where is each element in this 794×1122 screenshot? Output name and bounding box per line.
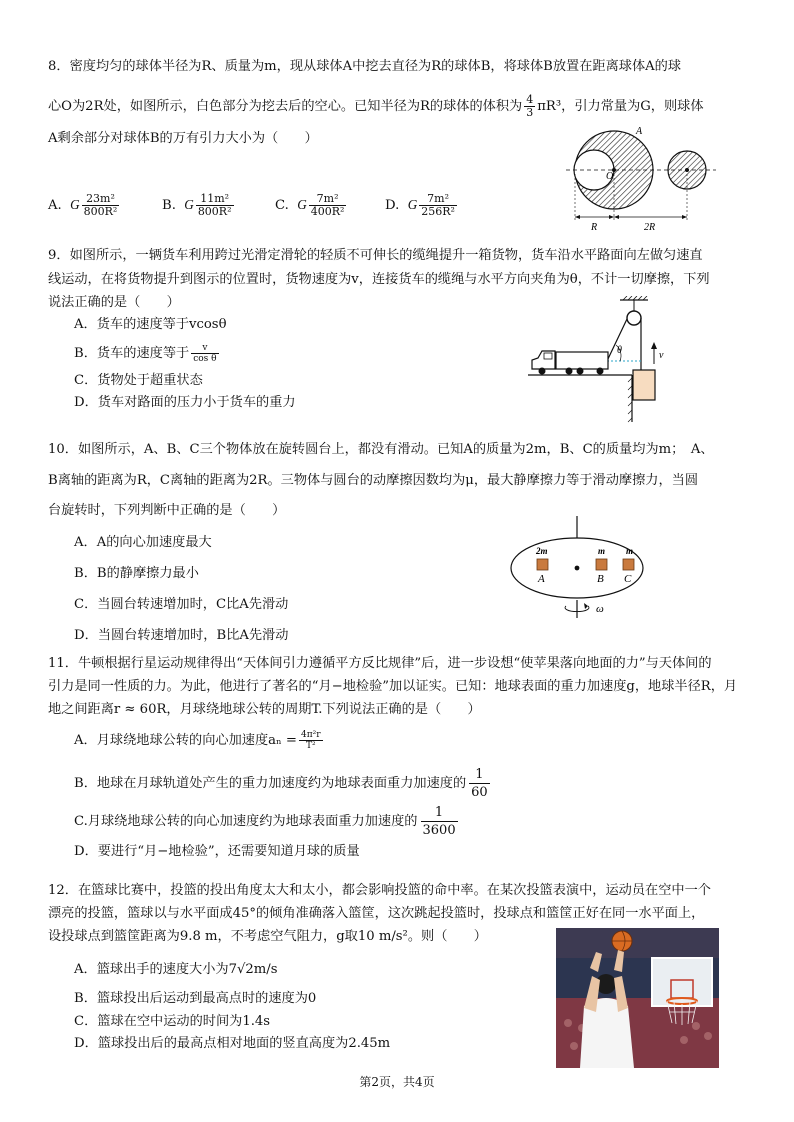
q9-option-d: D．货车对路面的压力小于货车的重力 [74,395,296,410]
pulley [627,311,641,325]
q12-option-d: D．篮球投出后的最高点相对地面的竖直高度为2.45m [74,1036,391,1051]
block-c [623,559,634,570]
q10-option-b: B．B的静摩擦力最小 [74,566,199,581]
q12-line-2: 漂亮的投篮，篮球以与水平面成45°的倾角准确落入篮筐，这次跳起投篮时，投球点和篮筐正好在同一水平面上， [48,906,705,921]
basketball-photo [556,928,719,1068]
q8-line-2-tail: πR³，引力常量为G，则球体 [537,99,704,114]
q11-option-d: D．要进行“月−地检验”，还需要知道月球的质量 [74,844,360,859]
svg-text:B: B [597,573,604,585]
q11-option-a: A．月球绕地球公转的向心加速度aₙ = $\frac{\text{4π²r}}{\text{T²}}$ [74,730,321,751]
q9-line-3: 说法正确的是（ ） [48,295,180,310]
svg-text:A: A [538,573,545,585]
q10-option-a: A．A的向心加速度最大 [74,535,212,550]
label-a: A [636,126,643,137]
q8-option-c: C. G $\frac{\text{7m²}}{\text{400R²}}$ [275,192,345,218]
q12-option-b: B．篮球投出后运动到最高点时的速度为0 [74,991,317,1006]
q10-line-2: B离轴的距离为R，C离轴的距离为2R。三物体与圆台的动摩擦因数均为μ，最大静摩擦力等于滑动摩擦力，当圆 [48,473,699,488]
q12-line-3: 设投球点到篮筐距离为9.8 m，不考虑空气阻力，g取10 m/s²。则（ ） [48,929,487,944]
q9-truck-pulley-figure [524,296,674,424]
label-r: R [591,222,598,232]
q8-line-2-text: 心O为2R处，如图所示，白色部分为挖去后的空心。已知半径为R的球体的体积为 [48,99,523,114]
q11-option-c: C.月球绕地球公转的向心加速度约为地球表面重力加速度的 $\frac{1}{3600}$ [74,805,456,838]
svg-text:m: m [598,546,606,556]
q11-line-3: 地之间距离r ≈ 60R，月球绕地球公转的周期T.下列说法正确的是（ ） [48,702,481,717]
q11-option-b: B．地球在月球轨道处产生的重力加速度约为地球表面重力加速度的 $\frac{1}{60}$ [74,767,488,800]
q10-turntable-figure [506,514,656,622]
q9-line-1: 9．如图所示，一辆货车利用跨过光滑定滑轮的轻质不可伸长的缆绳提升一箱货物，货车沿水平路面向左做匀速直 [48,248,703,263]
q8-line-3: A剩余部分对球体B的万有引力大小为（ ） [48,131,318,146]
q8-sphere-figure [556,124,726,232]
label-2r: 2R [644,222,656,232]
q12-line-1: 12．在篮球比赛中，投篮的投出角度太大和太小，都会影响投篮的命中率。在某次投篮表演中，运动员在空中一个 [48,883,711,898]
q12-option-a: A．篮球出手的速度大小为7√2m/s [74,962,278,977]
svg-text:C: C [624,573,632,585]
q8-volume-fraction: $\frac{4}{3}$ [526,93,534,119]
q8-option-b: B. G $\frac{\text{11m²}}{\text{800R²}}$ [162,192,232,218]
truck [532,351,608,375]
block-a [537,559,548,570]
svg-text:2m: 2m [536,546,548,556]
label-o: O [606,171,614,182]
cargo-box [633,370,655,400]
label-v: v [659,350,664,361]
q8-option-d: D. G $\frac{\text{7m²}}{\text{256R²}}$ [385,192,455,218]
q9-option-b: B．货车的速度等于 $\frac{v}{\text{cos θ}}$ [74,343,217,364]
q8-option-a: A. G $\frac{\text{23m²}}{\text{800R²}}$ [48,192,118,218]
q10-option-c: C．当圆台转速增加时，C比A先滑动 [74,597,289,612]
q12-option-c: C．篮球在空中运动的时间为1.4s [74,1014,271,1029]
q10-option-d: D．当圆台转速增加时，B比A先滑动 [74,628,289,643]
q10-line-3: 台旋转时，下列判断中正确的是（ ） [48,503,286,518]
q9-option-c: C．货物处于超重状态 [74,373,203,388]
svg-text:m: m [626,546,634,556]
q8-line-2 [48,94,704,119]
page-footer: 第2页，共4页 [359,1075,435,1089]
block-b [596,559,607,570]
q11-line-1: 11．牛顿根据行星运动规律得出“天体间引力遵循平方反比规律”后，进一步设想“使苹果落向地面的力”与天体间的 [48,656,712,671]
label-omega: ω [596,603,604,615]
q8-line-1: 8．密度均匀的球体半径为R、质量为m，现从球体A中挖去直径为R的球体B，将球体B放置在距离球体A的球 [48,59,682,74]
q10-line-1: 10．如图所示，A、B、C三个物体放在旋转圆台上，都没有滑动。已知A的质量为2m，B、C的质量均为m； A、 [48,442,714,457]
label-theta: θ [617,345,622,356]
q11-line-2: 引力是同一性质的力。为此，他进行了著名的“月−地检验”加以证实。已知：地球表面的重力加速度g，地球半径R，月 [48,679,738,694]
q9-option-a: A．货车的速度等于vcosθ [74,317,227,332]
q9-line-2: 线运动，在将货物提升到图示的位置时，货物速度为v，连接货车的缆绳与水平方向夹角为θ，不计一切摩擦，下列 [48,272,710,287]
